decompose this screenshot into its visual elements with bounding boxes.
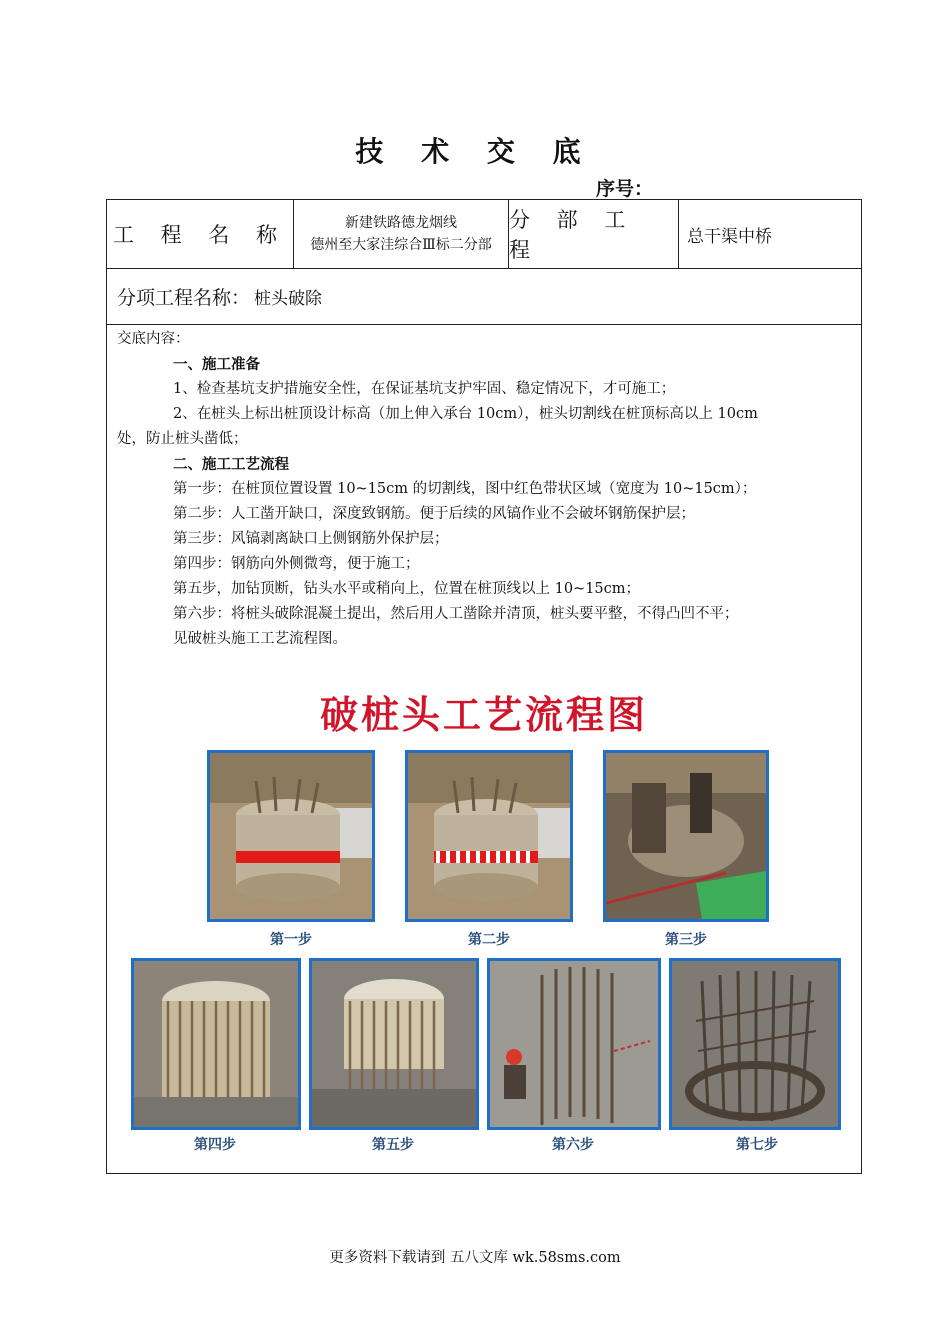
flowchart-title: 破桩头工艺流程图 — [319, 693, 648, 737]
subitem-label: 分项工程名称： — [117, 286, 251, 309]
subitem-row — [107, 268, 861, 325]
section-1-paragraph-1: 1、检查基坑支护措施安全性，在保证基坑支护牢固、稳定情况下，才可施工； — [173, 381, 676, 397]
project-name-line1: 新建铁路德龙烟线 — [345, 215, 457, 231]
step-1-photo — [207, 750, 375, 922]
disclosure-content — [117, 327, 857, 652]
step-text-6: 第六步：将桩头破除混凝土提出，然后用人工凿除并清顶，桩头要平整，不得凸凹不平； — [173, 606, 739, 622]
step-1-label: 第一步 — [270, 932, 312, 948]
section-1-paragraph-2-continued: 处，防止桩头凿低； — [117, 431, 248, 447]
step-7-photo — [669, 958, 841, 1130]
step-text-3: 第三步：风镐剥离缺口上侧钢筋外保护层； — [173, 531, 449, 547]
step-text-5: 第五步，加钻顶断，钻头水平或稍向上，位置在桩顶线以上 10~15cm； — [173, 581, 641, 597]
project-name-label: 工 程 名 称 — [107, 200, 294, 268]
step-5-photo — [309, 958, 479, 1130]
disclosure-table — [106, 199, 862, 1174]
division-label: 分 部 工 程 — [509, 200, 679, 268]
step-2-label: 第二步 — [468, 932, 510, 948]
step-5-label: 第五步 — [372, 1137, 414, 1153]
serial-number-label: 序号： — [596, 178, 654, 200]
step-3-label: 第三步 — [665, 932, 707, 948]
step-text-4: 第四步：钢筋向外侧微弯，便于施工； — [173, 556, 420, 572]
header-row — [107, 200, 861, 269]
step-4-label: 第四步 — [194, 1137, 236, 1153]
step-6-label: 第六步 — [552, 1137, 594, 1153]
document-title: 技 术 交 底 — [355, 135, 595, 168]
project-name-line2: 德州至大家洼综合Ⅲ标二分部 — [310, 237, 492, 253]
content-intro: 交底内容： — [117, 331, 190, 347]
step-3-photo — [603, 750, 769, 922]
pile-head-flowchart — [123, 684, 845, 1154]
section-1-paragraph-2: 2、在桩头上标出桩顶设计标高（加上伸入承台 10cm），桩头切割线在桩顶标高以上 10cm — [173, 406, 758, 422]
division-value: 总干渠中桥 — [687, 226, 772, 247]
section-1-title: 一、施工准备 — [173, 356, 260, 373]
flowchart-reference: 见破桩头施工工艺流程图。 — [173, 631, 347, 647]
step-7-label: 第七步 — [736, 1137, 778, 1153]
footer-text: 更多资料下载请到 五八文库 wk.58sms.com — [329, 1250, 621, 1266]
step-4-photo — [131, 958, 301, 1130]
subitem-value: 桩头破除 — [254, 288, 323, 309]
section-2-title: 二、施工工艺流程 — [173, 456, 289, 473]
step-6-photo — [487, 958, 661, 1130]
step-2-photo — [405, 750, 573, 922]
step-text-1: 第一步：在桩顶位置设置 10~15cm 的切割线，图中红色带状区域（宽度为 10~15cm）； — [173, 481, 757, 497]
step-text-2: 第二步：人工凿开缺口，深度致钢筋。便于后续的风镐作业不会破坏钢筋保护层； — [173, 506, 695, 522]
project-name-value — [294, 200, 509, 268]
